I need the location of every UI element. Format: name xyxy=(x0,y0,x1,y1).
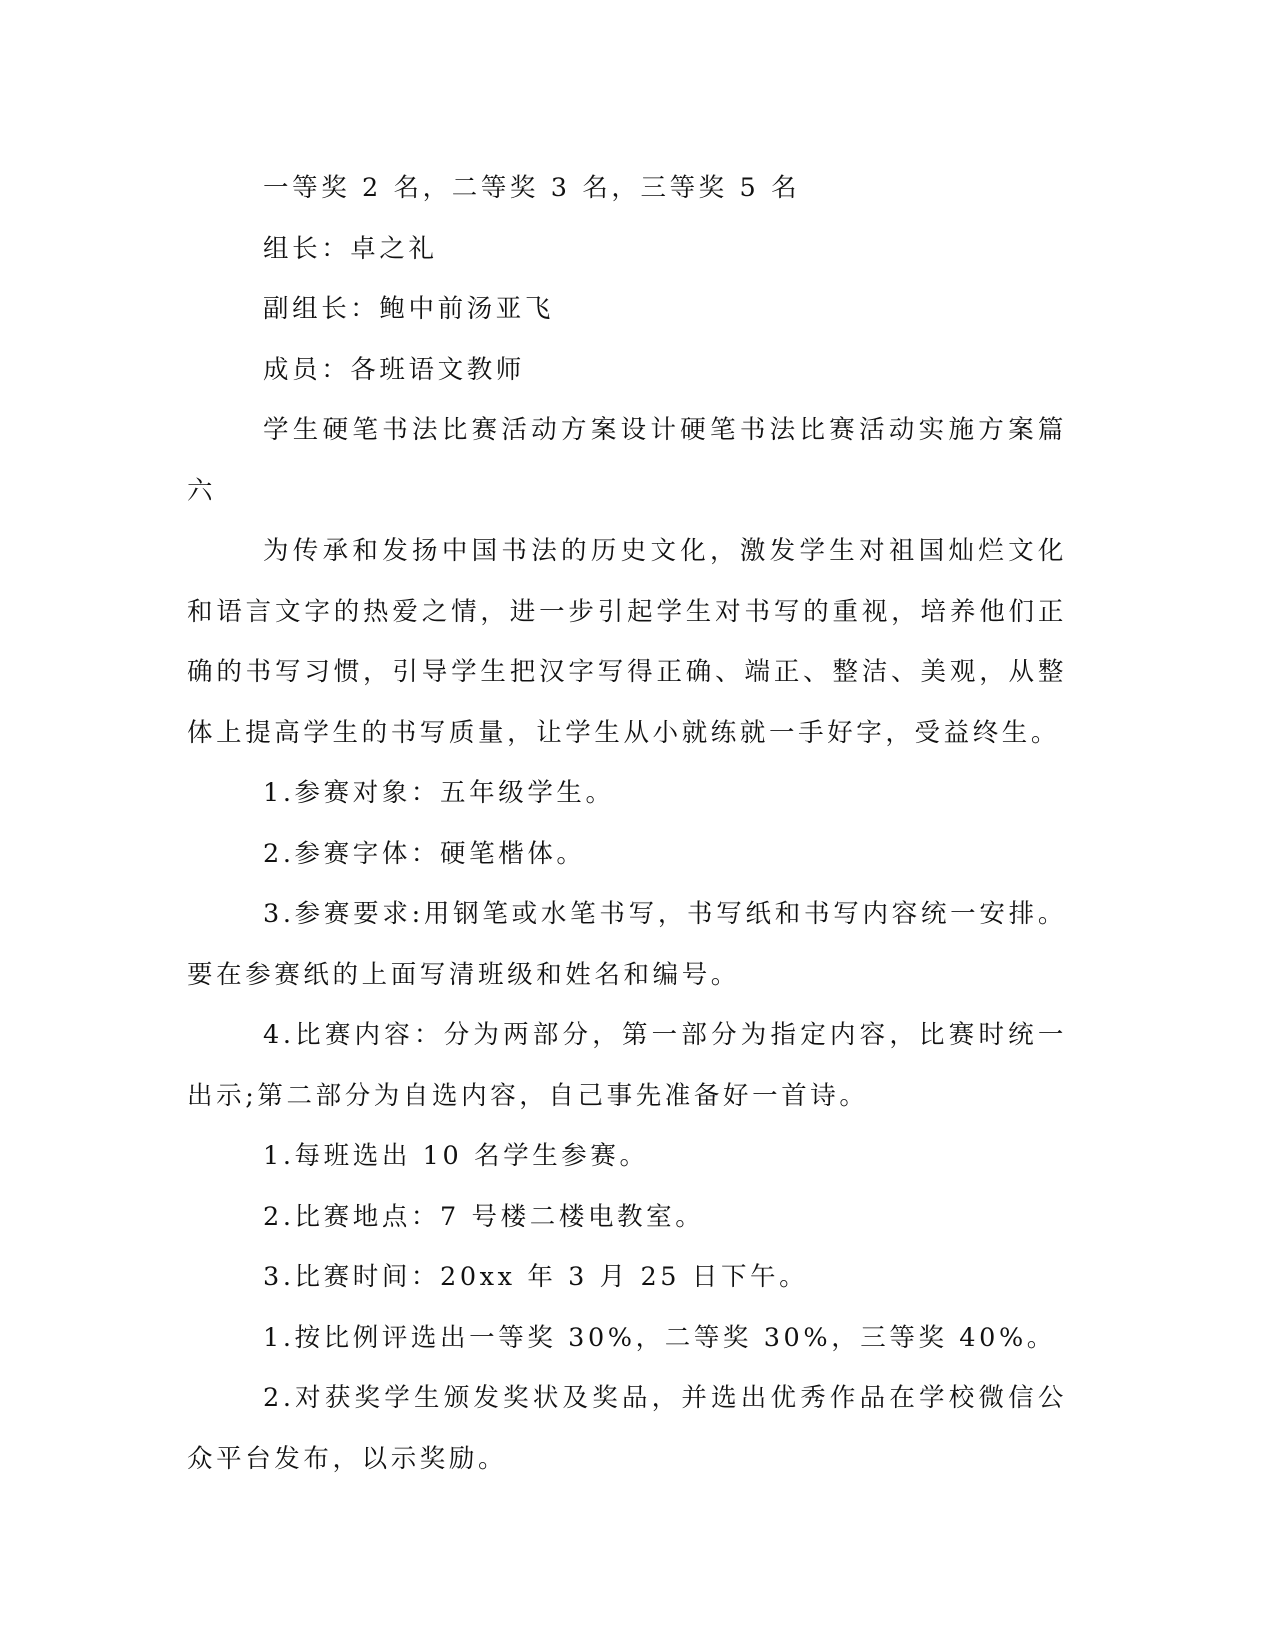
paragraph-time: 3.比赛时间：20xx 年 3 月 25 日下午。 xyxy=(263,1262,809,1292)
paragraph-location: 2.比赛地点：7 号楼二楼电教室。 xyxy=(263,1201,705,1232)
paragraph-participants: 1.参赛对象：五年级学生。 xyxy=(263,778,615,808)
paragraph-selection: 1.每班选出 10 名学生参赛。 xyxy=(263,1141,649,1171)
paragraph-purpose: 为传承和发扬中国书法的历史文化，激发学生对祖国灿烂文化和语言文字的热爱之情，进一步引起学生对书写的重视，培养他们正确的书写习惯，引导学生把汉字写得正确、端正、整洁、美观，从整体上提高学生的书写质量，让学生从小就练就一手好字，受益终生。 xyxy=(187,536,1067,748)
paragraph-font-style: 2.参赛字体：硬笔楷体。 xyxy=(263,838,586,869)
paragraph-group-leader: 组长：卓之礼 xyxy=(263,233,438,264)
paragraph-deputy-leader: 副组长：鲍中前汤亚飞 xyxy=(263,294,555,324)
paragraph-section-heading: 学生硬笔书法比赛活动方案设计硬笔书法比赛活动实施方案篇六 xyxy=(187,415,1067,506)
paragraph-prizes: 2.对获奖学生颁发奖状及奖品，并选出优秀作品在学校微信公众平台发布，以示奖励。 xyxy=(187,1383,1067,1474)
paragraph-content: 4.比赛内容：分为两部分，第一部分为指定内容，比赛时统一出示;第二部分为自选内容，自己事先准备好一首诗。 xyxy=(187,1020,1067,1111)
paragraph-award-ratio: 1.按比例评选出一等奖 30%，二等奖 30%，三等奖 40%。 xyxy=(263,1322,1056,1353)
document-body xyxy=(187,158,1067,1489)
paragraph-requirements: 3.参赛要求:用钢笔或水笔书写，书写纸和书写内容统一安排。要在参赛纸的上面写清班级和姓名和编号。 xyxy=(187,899,1067,990)
paragraph-awards-count: 一等奖 2 名，二等奖 3 名，三等奖 5 名 xyxy=(263,173,801,203)
paragraph-members: 成员：各班语文教师 xyxy=(263,354,525,385)
